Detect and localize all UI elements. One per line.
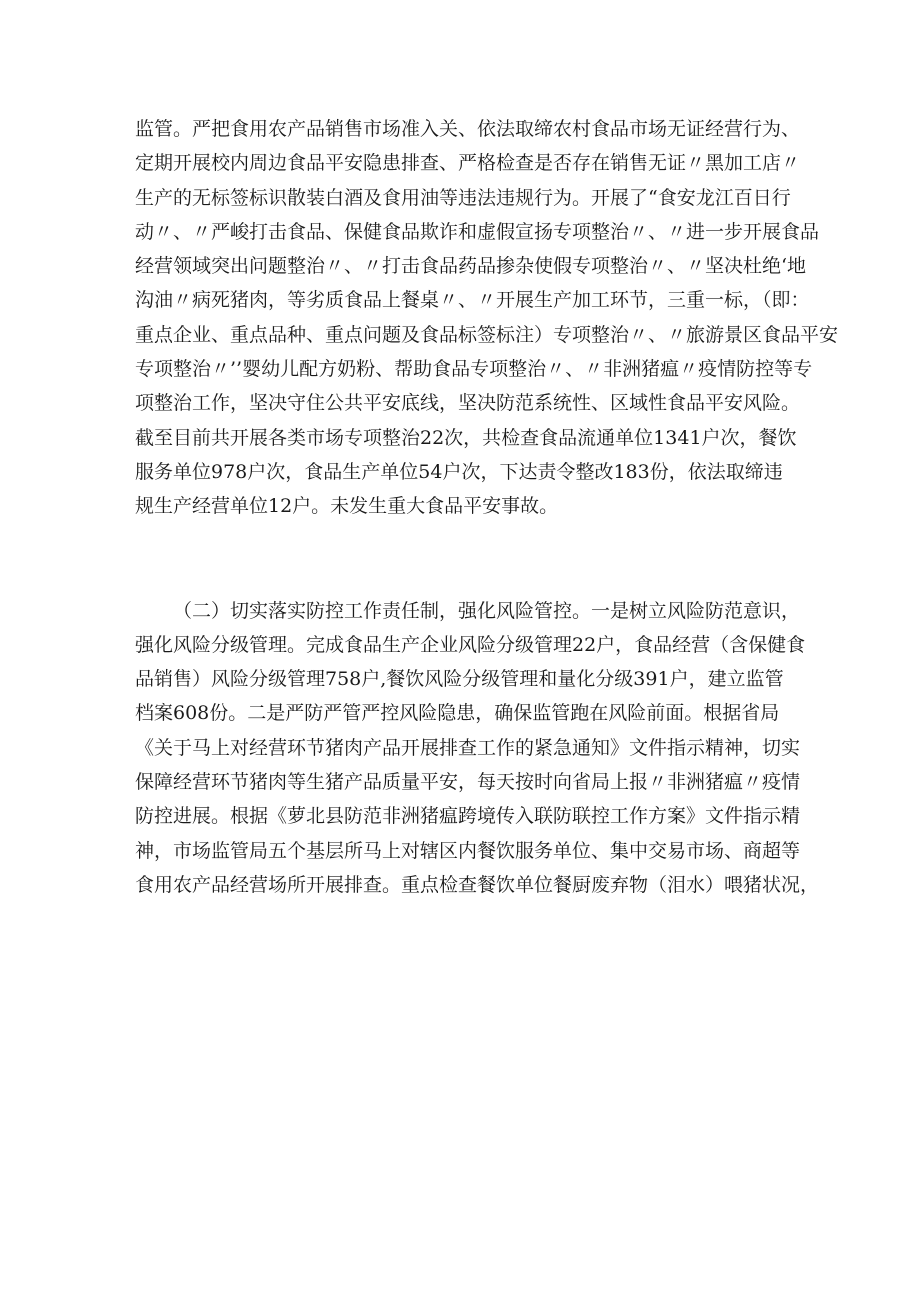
text-line: 生产的无标签标识散装白酒及食用油等违法违规行为。开展了“食安龙江百日行 [135,186,791,209]
text-line: 监管。严把食用农产品销售市场准入关、依法取缔农村食品市场无证经营行为、 [135,118,801,140]
text-line: 防控进展。根据《萝北县防范非洲猪瘟跨境传入联防联控工作方案》文件指示精 [135,805,801,828]
text-line: 重点企业、重点品种、重点问题及食品标签标注）专项整治〃、〃旅游景区食品平安 [135,323,839,346]
text-line: 品销售）风险分级管理758户,餐饮风险分级管理和量化分级391户，建立监管 [135,668,784,691]
text-line: 动〃、〃严峻打击食品、保健食品欺诈和虚假宣扬专项整治〃、〃进一步开展食品 [135,220,820,243]
text-line: 《关于马上对经营环节猪肉产品开展排查工作的紧急通知》文件指示精神，切实 [135,736,801,759]
text-line: 规生产经营单位12户。未发生重大食品平安事故。 [135,495,559,518]
text-line: 沟油〃病死猪肉，等劣质食品上餐桌〃、〃开展生产加工环节，三重一标，（即： [135,289,810,312]
text-line: 专项整治〃’’婴幼儿配方奶粉、帮助食品专项整治〃、〃非洲猪瘟〃疫情防控等专 [135,358,813,381]
text-line: （二）切实落实防控工作责任制，强化风险管控。一是树立风险防范意识， [173,599,801,622]
text-line: 定期开展校内周边食品平安隐患排查、严格检查是否存在销售无证〃黑加工店〃 [135,152,801,175]
text-line: 项整治工作，坚决守住公共平安底线，坚决防范系统性、区域性食品平安风险。 [135,392,801,415]
text-line: 服务单位978户次，食品生产单位54户次，下达责令整改183份，依法取缔违 [135,460,783,483]
text-line: 神，市场监管局五个基层所马上对辖区内餐饮服务单位、集中交易市场、商超等 [135,839,801,862]
text-line: 档案608份。二是严防严管严控风险隐患，确保监管跑在风险前面。根据省局 [135,702,780,725]
text-line: 保障经营环节猪肉等生猪产品质量平安，每天按时向省局上报〃非洲猪瘟〃疫情 [135,771,801,794]
text-line: 食用农产品经营场所开展排查。重点检查餐饮单位餐厨废弃物（泪水）喂猪状况， [135,873,820,896]
text-line: 强化风险分级管理。完成食品生产企业风险分级管理22户，食品经营（含保健食 [135,633,806,656]
paragraph-2 [135,594,820,903]
text-line: 截至目前共开展各类市场专项整治22次，共检查食品流通单位1341户次，餐饮 [135,426,797,449]
text-line: 经营领域突出问题整治〃、〃打击食品药品掺杂使假专项整治〃、〃坚决杜绝‘地 [135,255,807,278]
document-body [135,112,839,902]
paragraph-1 [135,112,839,524]
